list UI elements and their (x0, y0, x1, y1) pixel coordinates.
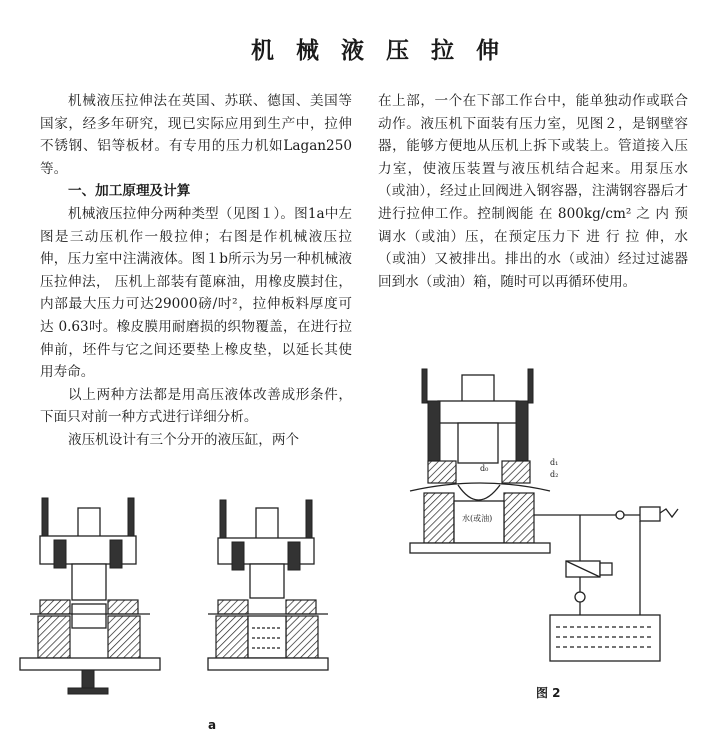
press-paragraph: 液压机设计有三个分开的液压缸，两个 (68, 431, 300, 448)
figure-1-drawing (10, 488, 350, 708)
label-d2: d₂ (550, 470, 559, 479)
figure-2-drawing (400, 365, 700, 685)
intro-paragraph: 机械液压拉伸法在英国、苏联、德国、美国等国家，经多年研究，现已实际应用到生产中，拉伸不锈钢、铝等板材。有专用的压力机如Lagan250等。 (40, 93, 352, 177)
article-title: 机械液压拉伸 (251, 38, 521, 64)
right-column (378, 90, 688, 293)
figure-1-right-press (208, 500, 328, 670)
label-d1: d₁ (550, 458, 559, 467)
label-d0: d₀ (480, 464, 489, 473)
figure-1-left-press (20, 498, 160, 694)
principle-paragraph: 机械液压拉伸分两种类型（见图１）。图1a中左图是三动压机作一般拉伸；右图是作机械液压拉伸，压力室中注满液体。图１b所示为另一种机械液压拉伸法， 压机上部装有蓖麻油，用橡皮膜封住，内部最大压力可达29000磅/吋²，拉伸板料厚度可 达 0.63吋。橡皮膜用耐磨损的织物覆盖，在进行拉伸前，坯件与它之间还要垫上橡皮垫，以延长其使用寿命。 (40, 205, 352, 381)
figure-2-caption: 图 2 (536, 686, 561, 700)
figure-2-press (410, 369, 558, 553)
left-column (40, 90, 352, 452)
figure-1-caption: a (208, 718, 217, 732)
method-paragraph: 以上两种方法都是用高压液体改善成形条件，下面只对前一种方式进行详细分析。 (40, 386, 352, 426)
section-heading: 一、加工原理及计算 (68, 183, 191, 200)
label-fluid: 水(或油) (462, 514, 493, 523)
press-continued-paragraph: 在上部，一个在下部工作台中，能单独动作或联合动作。液压机下面装有压力室，见图２，是钢壁容器，能够方便地从压机上拆下或装上。管道接入压力室，使液压装置与液压机结合起来。用泵压水（或油），经过止回阀进入钢容器，注满钢容器后才进行拉伸工作。控制阀能 在 800kg/cm² 之 内 预调水（或油）压，在预定压力下 进 行 拉 伸，水（或油）又被排出。排出的水（或油）经过过滤器回到水（或油）箱，随时可以再循环使用。 (378, 93, 688, 290)
figure-2-circuit (534, 507, 678, 661)
